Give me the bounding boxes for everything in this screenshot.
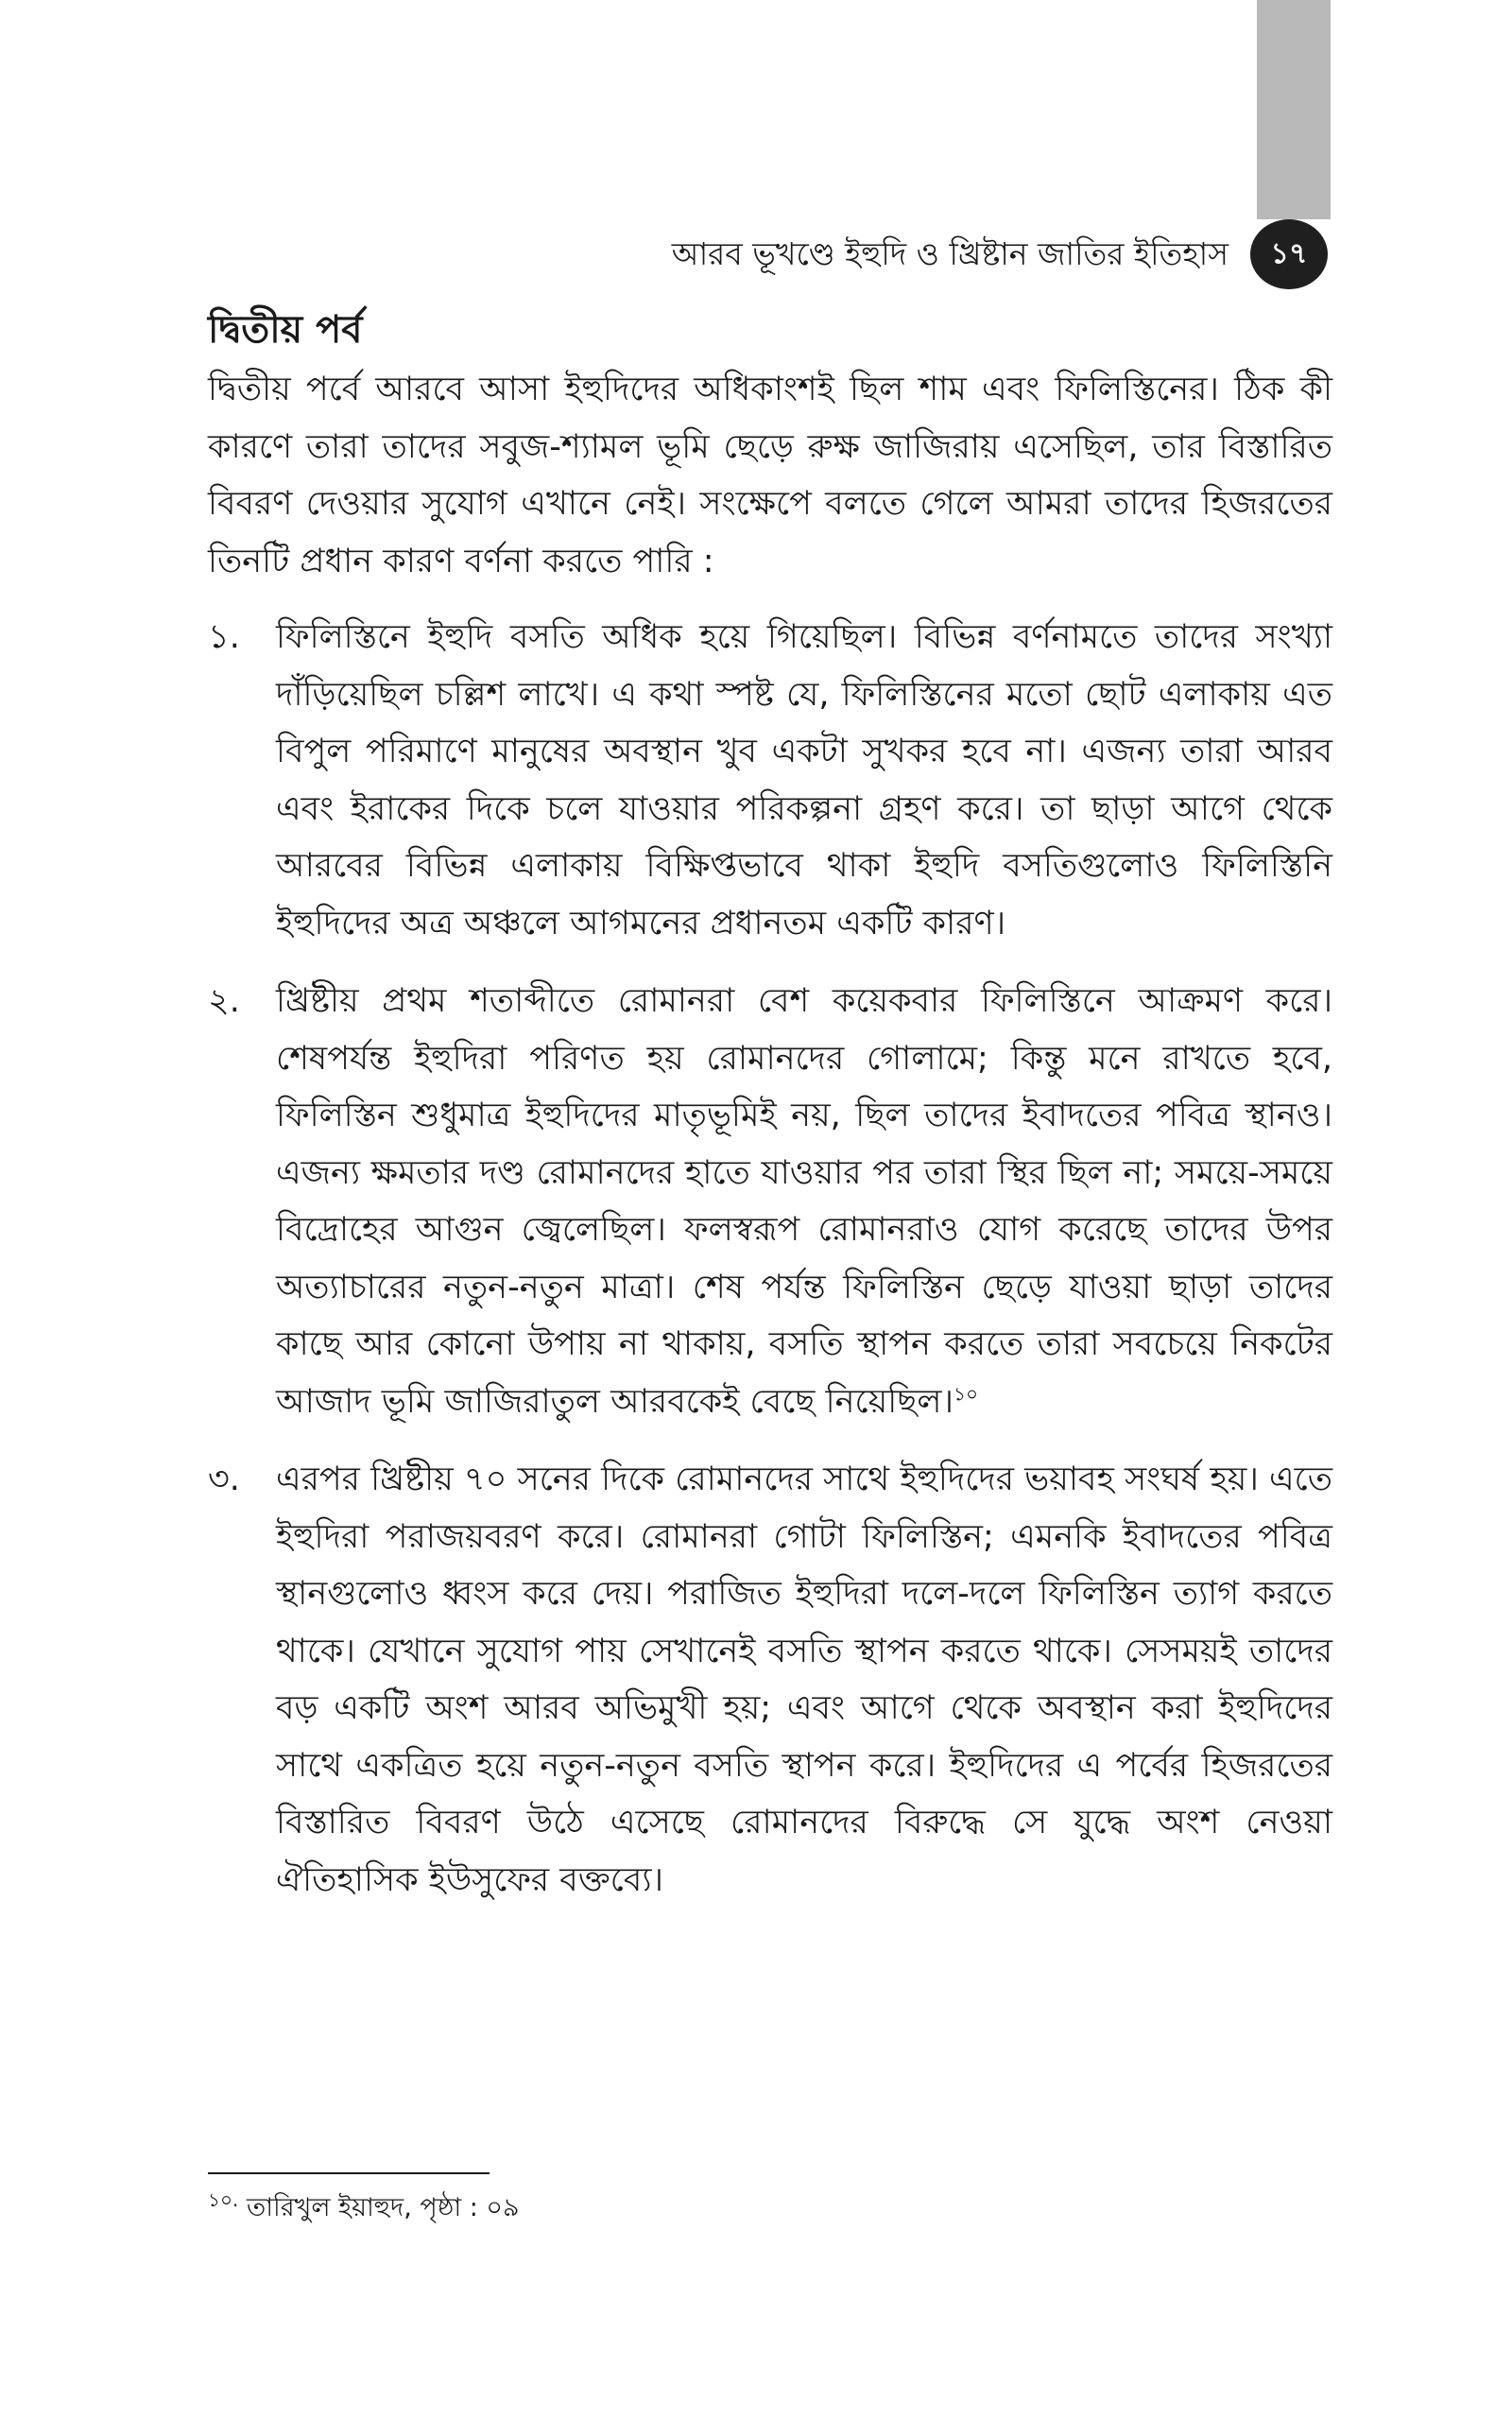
side-thumb-tab bbox=[1257, 0, 1331, 219]
list-item-text bbox=[276, 973, 1332, 1430]
list-item-body: এরপর খ্রিষ্টীয় ৭০ সনের দিকে রোমানদের সাথে ইহুদিদের ভয়াবহ সংঘর্ষ হয়। এতে ইহুদিরা পরাজয়বরণ করে। রোমানরা গোটা ফিলিস্তিন; এমনকি ইবাদতের পবিত্র স্থানগুলোও ধ্বংস করে দেয়। পরাজিত ইহুদিরা দলে-দলে ফিলিস্তিন ত্যাগ করতে থাকে। যেখানে সুযোগ পায় সেখানেই বসতি স্থাপন করতে থাকে। সেসময়ই তাদের বড় একটি অংশ আরব অভিমুখী হয়; এবং আগে থেকে অবস্থান করা ইহুদিদের সাথে একত্রিত হয়ে নতুন-নতুন বসতি স্থাপন করে। ইহুদিদের এ পর্বের হিজরতের বিস্তারিত বিবরণ উঠে এসেছে রোমানদের বিরুদ্ধে সে যুদ্ধে অংশ নেওয়া ঐতিহাসিক ইউসুফের বক্তব্যে। bbox=[276, 1461, 1332, 1899]
footnote-marker: ১০. bbox=[208, 2188, 239, 2211]
list-item bbox=[208, 609, 1332, 952]
list-item-body: ফিলিস্তিনে ইহুদি বসতি অধিক হয়ে গিয়েছিল। বিভিন্ন বর্ণনামতে তাদের সংখ্যা দাঁড়িয়েছিল চল্লিশ লাখে। এ কথা স্পষ্ট যে, ফিলিস্তিনের মতো ছোট এলাকায় এত বিপুল পরিমাণে মানুষের অবস্থান খুব একটা সুখকর হবে না। এজন্য তারা আরব এবং ইরাকের দিকে চলে যাওয়ার পরিকল্পনা গ্রহণ করে। তা ছাড়া আগে থেকে আরবের বিভিন্ন এলাকায় বিক্ষিপ্তভাবে থাকা ইহুদি বসতিগুলোও ফিলিস্তিনি ইহুদিদের অত্র অঞ্চলে আগমনের প্রধানতম একটি কারণ। bbox=[276, 618, 1332, 942]
running-title: আরব ভূখণ্ডে ইহুদি ও খ্রিষ্টান জাতির ইতিহাস bbox=[671, 235, 1228, 272]
footnote-divider bbox=[208, 2172, 490, 2174]
list-item-text bbox=[276, 1451, 1332, 1909]
list-item-number: ৩. bbox=[208, 1461, 240, 1498]
list-item-body: খ্রিষ্টীয় প্রথম শতাব্দীতে রোমানরা বেশ কয়েকবার ফিলিস্তিনে আক্রমণ করে। শেষপর্যন্ত ইহুদিরা পরিণত হয় রোমানদের গোলামে; কিন্তু মনে রাখতে হবে, ফিলিস্তিন শুধুমাত্র ইহুদিদের মাতৃভূমিই নয়, ছিল তাদের ইবাদতের পবিত্র স্থানও। এজন্য ক্ষমতার দণ্ড রোমানদের হাতে যাওয়ার পর তারা স্থির ছিল না; সময়ে-সময়ে বিদ্রোহের আগুন জ্বেলেছিল। ফলস্বরূপ রোমানরাও যোগ করেছে তাদের উপর অত্যাচারের নতুন-নতুন মাত্রা। শেষ পর্যন্ত ফিলিস্তিন ছেড়ে যাওয়া ছাড়া তাদের কাছে আর কোনো উপায় না থাকায়, বসতি স্থাপন করতে তারা সবচেয়ে নিকটের আজাদ ভূমি জাজিরাতুল আরবকেই বেছে নিয়েছিল। bbox=[276, 982, 1332, 1421]
list-item-number: ১. bbox=[208, 618, 240, 656]
footnote-reference[interactable]: ১০ bbox=[954, 1381, 979, 1405]
footnote-text: তারিখুল ইয়াহুদ, পৃষ্ঠা : ০৯ bbox=[246, 2193, 520, 2222]
footnote bbox=[208, 2189, 520, 2227]
main-content bbox=[208, 301, 1332, 1929]
list-item-text bbox=[276, 609, 1332, 952]
page-header bbox=[0, 219, 1512, 295]
page-number-badge: ১৭ bbox=[1250, 219, 1328, 289]
list-item-number: ২. bbox=[208, 982, 240, 1020]
section-title: দ্বিতীয় পর্ব bbox=[208, 308, 363, 352]
intro-paragraph: দ্বিতীয় পর্বে আরবে আসা ইহুদিদের অধিকাংশই ছিল শাম এবং ফিলিস্তিনের। ঠিক কী কারণে তারা তাদের সবুজ-শ্যামল ভূমি ছেড়ে রুক্ষ জাজিরায় এসেছিল, তার বিস্তারিত বিবরণ দেওয়ার সুযোগ এখানে নেই। সংক্ষেপে বলতে গেলে আমরা তাদের হিজরতের তিনটি প্রধান কারণ বর্ণনা করতে পারি : bbox=[208, 371, 1332, 580]
list-item bbox=[208, 973, 1332, 1430]
list-item bbox=[208, 1451, 1332, 1909]
